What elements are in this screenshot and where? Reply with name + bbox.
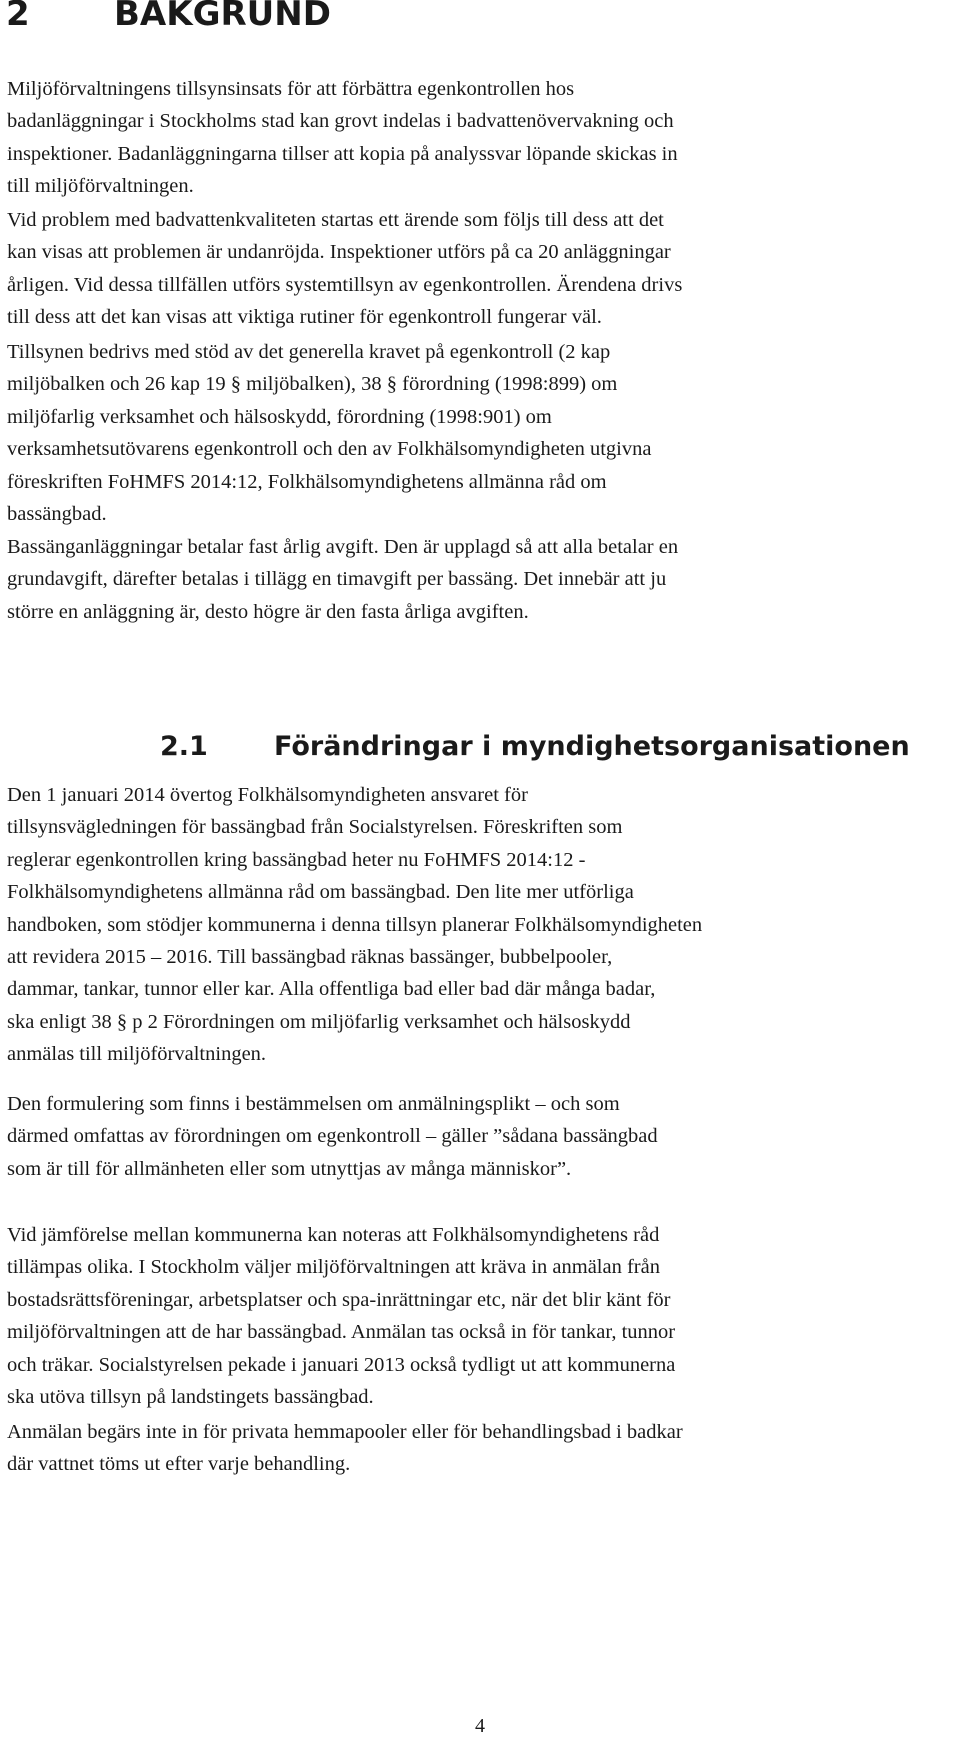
paragraph-avgift (7, 531, 957, 628)
text-line: anmälas till miljöförvaltningen. (7, 1043, 267, 1066)
text-line: miljöförvaltningen att de har bassängbad. Anmälan tas också in för tankar, tunnor (7, 1321, 676, 1344)
text-line: därmed omfattas av förordningen om egenkontroll – gäller ”sådana bassängbad (7, 1125, 658, 1148)
paragraph-hemmapooler (7, 1416, 957, 1481)
text-line: tillsynsvägledningen för bassängbad från Socialstyrelsen. Föreskriften som (7, 816, 623, 839)
text-line: att revidera 2015 – 2016. Till bassängbad räknas bassänger, bubbelpooler, (7, 946, 613, 969)
text-line: dammar, tankar, tunnor eller kar. Alla offentliga bad eller bad där många badar, (7, 978, 656, 1001)
chapter-number: 2 (6, 0, 30, 34)
text-line: och träkar. Socialstyrelsen pekade i januari 2013 också tydligt ut att kommunerna (7, 1353, 676, 1376)
paragraph-jamforelse (7, 1219, 957, 1413)
paragraph-vid-problem (7, 204, 957, 334)
text-line: årligen. Vid dessa tillfällen utförs systemtillsyn av egenkontrollen. Ärendena drivs (7, 273, 683, 296)
text-line: föreskriften FoHMFS 2014:12, Folkhälsomyndighetens allmänna råd om (7, 470, 607, 493)
page-number: 4 (475, 1715, 485, 1737)
text-line: större en anläggning är, desto högre är den fasta årliga avgiften. (7, 600, 529, 623)
text-line: Vid jämförelse mellan kommunerna kan noteras att Folkhälsomyndighetens råd (7, 1224, 660, 1246)
text-line: reglerar egenkontrollen kring bassängbad heter nu FoHMFS 2014:12 - (7, 848, 586, 871)
text-line: Bassänganläggningar betalar fast årlig avgift. Den är upplagd så att alla betalar en (7, 536, 679, 558)
text-line: Miljöförvaltningens tillsynsinsats för att förbättra egenkontrollen hos (7, 78, 575, 100)
text-line: bassängbad. (7, 503, 107, 526)
text-line: Den 1 januari 2014 övertog Folkhälsomyndigheten ansvaret för (7, 784, 528, 806)
chapter-title: BAKGRUND (114, 0, 331, 34)
paragraph-tillsynen-bedrivs (7, 336, 957, 530)
text-line: handboken, som stödjer kommunerna i denna tillsyn planerar Folkhälsomyndigheten (7, 913, 703, 936)
text-line: verksamhetsutövarens egenkontroll och den av Folkhälsomyndigheten utgivna (7, 438, 652, 461)
text-line: kan visas att problemen är undanröjda. Inspektioner utförs på ca 20 anläggningar (7, 241, 671, 264)
text-line: grundavgift, därefter betalas i tillägg en timavgift per bassäng. Det innebär att ju (7, 568, 667, 591)
text-line: tillämpas olika. I Stockholm väljer miljöförvaltningen att kräva in anmälan från (7, 1256, 660, 1279)
text-line: Anmälan begärs inte in för privata hemmapooler eller för behandlingsbad i badkar (7, 1421, 683, 1443)
text-line: ska utöva tillsyn på landstingets bassängbad. (7, 1386, 374, 1409)
paragraph-formulering (7, 1088, 957, 1185)
text-line: till miljöförvaltningen. (7, 175, 194, 198)
paragraph-tillsynsinsats (7, 73, 957, 203)
section-number: 2.1 (160, 731, 208, 762)
chapter-heading (6, 0, 331, 36)
section-heading (160, 727, 910, 767)
text-line: inspektioner. Badanläggningarna tillser att kopia på analyssvar löpande skickas in (7, 142, 678, 165)
text-line: miljöfarlig verksamhet och hälsoskydd, förordning (1998:901) om (7, 405, 552, 428)
text-line: till dess att det kan visas att viktiga rutiner för egenkontroll fungerar väl. (7, 306, 602, 329)
text-line: Vid problem med badvattenkvaliteten startas ett ärende som följs till dess att det (7, 209, 664, 231)
text-line: badanläggningar i Stockholms stad kan grovt indelas i badvattenövervakning och (7, 110, 674, 133)
text-line: Folkhälsomyndighetens allmänna råd om bassängbad. Den lite mer utförliga (7, 881, 634, 904)
text-line: Den formulering som finns i bestämmelsen om anmälningsplikt – och som (7, 1093, 620, 1115)
text-line: miljöbalken och 26 kap 19 § miljöbalken), 38 § förordning (1998:899) om (7, 373, 618, 396)
text-line: Tillsynen bedrivs med stöd av det generella kravet på egenkontroll (2 kap (7, 341, 611, 363)
text-line: ska enligt 38 § p 2 Förordningen om miljöfarlig verksamhet och hälsoskydd (7, 1010, 631, 1033)
paragraph-folkhalsomyndigheten (7, 779, 957, 1071)
text-line: som är till för allmänheten eller som utnyttjas av många människor”. (7, 1157, 572, 1180)
section-title: Förändringar i myndighetsorganisationen (274, 731, 910, 762)
text-line: bostadsrättsföreningar, arbetsplatser och spa-inrättningar etc, när det blir känt för (7, 1288, 671, 1311)
text-line: där vattnet töms ut efter varje behandling. (7, 1453, 351, 1476)
